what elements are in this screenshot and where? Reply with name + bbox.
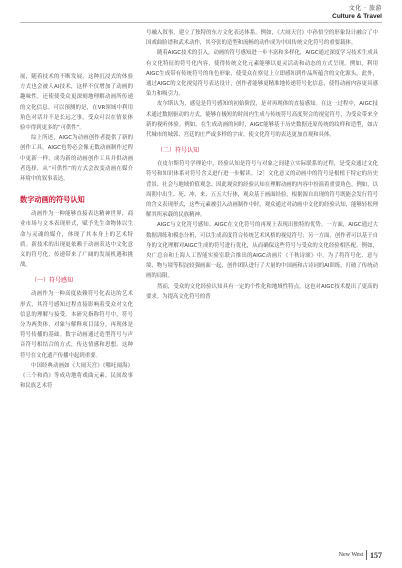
header-divider	[20, 22, 382, 23]
right-column	[146, 28, 378, 536]
section-category-en: Culture & Travel	[332, 12, 382, 20]
paragraph: 皮尔斯认为，感觉是符号感知的初始阶段，是对再现体的直接感知。在这一过程中，AIGC技术通过数据驱动的方式，能够在极短的时间内生成与传统符号高度契合的视觉符号，为受众带来全新的视听体验。例如，在生成动画的同时，AIGC能够基于历史数据还原传统的纹样和造型，如古代城市的城郭、宫廷的庄严或多样的宇宙，使文化符号的表达更加直观和具体。	[146, 101, 378, 139]
page-header	[332, 6, 382, 20]
paragraph: 动画作为一种高度依赖符号化表达的艺术形式，其符号感知过程直接影响着受众对文化信息的理解与接受。本研究指称符号中，符号分为两类体，对象与解释项目部分，再现体是符号传播的基础。数字动画通过造型符号与声音符号相结合的方式，传达情感和思想。这种符号在文化遗产传播中起到重要。	[20, 291, 133, 359]
left-column	[20, 72, 133, 536]
footer-divider	[366, 550, 367, 560]
subsection-title: （一）符号感知	[31, 277, 74, 285]
section-title: 数字动画的符号认知	[20, 195, 85, 205]
paragraph: 在皮尔斯符号学理论中，经验认知是符号与对象之间建立实际联系的过程，是受众通过文化符号和知识体系对符号含义进行进一步解读。［2］文化意义的动画中的符号是根植于特定的历史背景、社会与地域价值观念。因此观众的经验认知在理解动画的内容中扮演着重要角色。例如，以周朝中出生、死、冲、来、五五大行体，观众基于画面经验，根据源自出现的符号既能会发行符号的含义表现形式，这些元素被引入动画制作中时，观众通过对动画中文化的经验认知，能够轻松理解其所承载的民族精神。	[146, 161, 378, 219]
paragraph: 中国经典动画如《大闹天宫》《哪吒闹海》《三个和尚》等成功地将戏曲元素、民间故事和民族艺术符	[20, 362, 133, 390]
paragraph: 动画作为一种能够直接表达精神世界，商业市场与文本表现形式，赋予先生命物体以生命与灵魂的媒介，体现了其本身上的艺术特质。新技术的出现更依赖于动画表达中文化意义的符号化，传递带来了广阔的发展机遇和挑战。	[20, 211, 133, 269]
section-category-cn: 文化 · 旅游	[348, 5, 382, 12]
page-number: 157	[370, 550, 382, 560]
paragraph: 号融入叙事，建立了独特的东方文化表达体系。例如，《大闹天宫》中孙悟空的形象设计融合了中国戏曲脸谱和武术动作，其夸张的造型和流畅的动作成为中国传统文化符号的重要载体。	[146, 30, 378, 47]
paragraph: AIGC与文化符号感知。AIGC在文化符号的再现上表现出独特的优势。一方面，AIGC通过大数据训练和模态分析，可以生成高度符合传统艺术风格的视觉符号；另一方面，创作者可以基于自身的文化理解对AIGC生成的符号进行优化，从而确保这些符号与受众的文化经验相匹配。例如，央广总台和上海人工智能实验室联合推出的AIGC动画片《千秋诗颂》中，为了将符号化、意与境、物与境等积淀较强画面一起，创作团队进行了大量的中国画和古诗词的AI训练，打破了传统动画的局限。	[146, 222, 378, 280]
page-footer	[339, 550, 382, 560]
paragraph: 综上所述，AIGC为动画创作者提供了新的创作工具，AIGC也势必会像无数动画制作过程中更新一样，成为新的动画创作工具并供动画者选择，从“可供性”的方式会改变动画在媒介环境中的叙事表达。	[20, 135, 133, 183]
magazine-name: New West	[338, 552, 364, 558]
paragraph: 展，随着技术的不断发展，这种沉浸式的体验方式也会被人AI技术，这样不仅增加了动画的趣味性，还使使受众更深刻地理解动画所传递的文化信息。可以预测的是，在VR领域中利用角色对话并不是长远之事，受众可以在情景体验中得到更多的“可供性”。	[20, 74, 133, 132]
paragraph: 随着AIGC技术的引入，动画的符号感知进一步丰富和多样化，AIGC通过深度学习技术生成具有文化特征的符号化内容，使得传统文化元素能够以更灵活动和动态的方式呈现。例如，利用AIGC生成带有传统符号的角色形象，使受众在察觉上立即感知到作品所蕴含的文化源头。此外，通过AIGC的文化视觉符号表达设计，创作者能够更精准地传递符号化信息，使得动画内容更具感染力和吸引力。	[146, 50, 378, 98]
paragraph: 然而，受众的文化经验认知具有一定的个性化和地域性特点，这也对AIGC技术提出了更高的要求。为提高文化符号的普	[146, 283, 378, 300]
subsection-title: （二）符号认知	[157, 147, 200, 155]
